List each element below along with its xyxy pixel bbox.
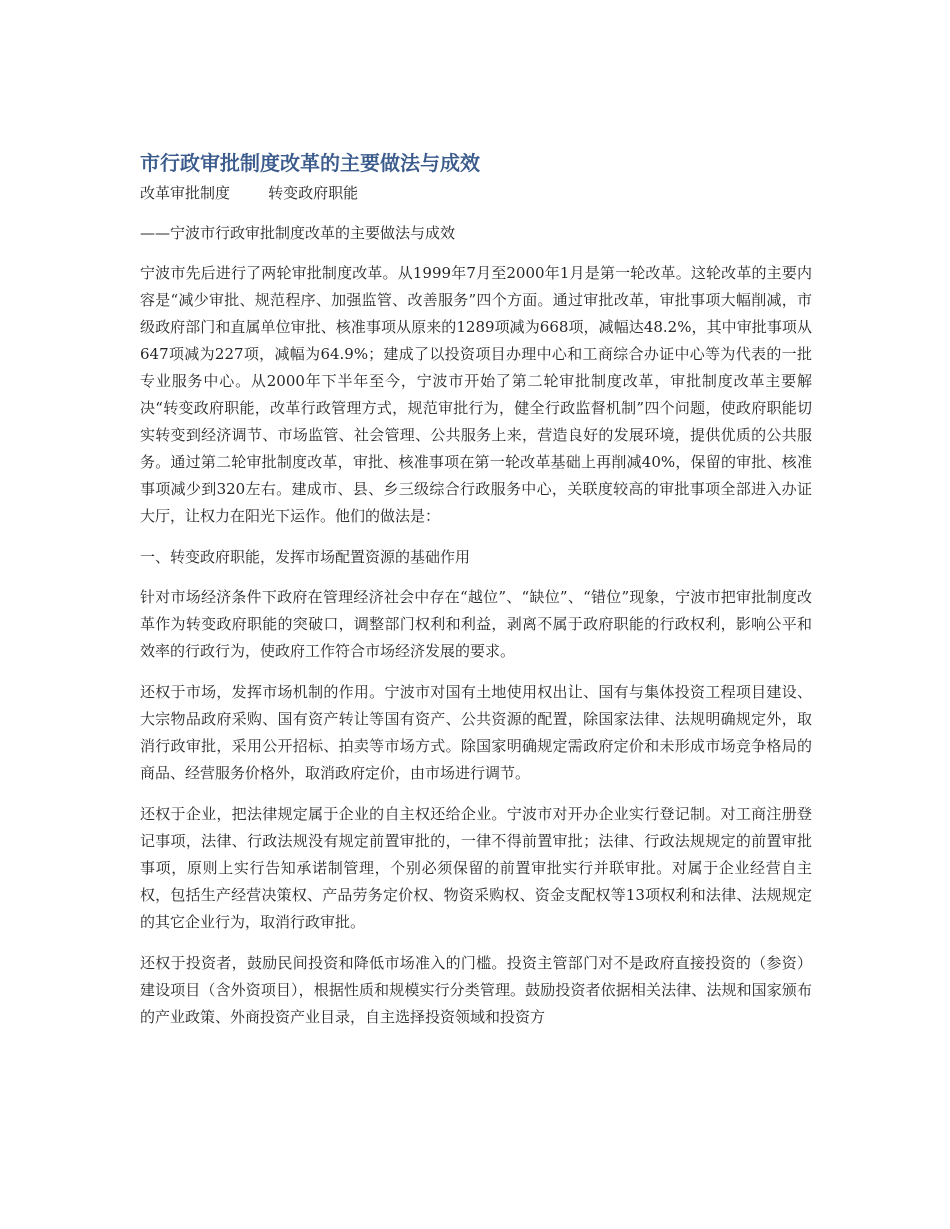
document-title: 市行政审批制度改革的主要做法与成效	[140, 151, 480, 175]
paragraph-investor: 还权于投资者，鼓励民间投资和降低市场准入的门槛。投资主管部门对不是政府直接投资的（参资）建设项目（含外资项目），根据性质和规模实行分类管理。鼓励投资者依据相关法律、法规和国家颁布的产业政策、外商投资产业目录，自主选择投资领域和投资方	[140, 954, 812, 1026]
paragraph-enterprise: 还权于企业，把法律规定属于企业的自主权还给企业。宁波市对开办企业实行登记制。对工商注册登记事项，法律、行政法规没有规定前置审批的，一律不得前置审批；法律、行政法规规定的前置审批事项，原则上实行告知承诺制管理，个别必须保留的前置审批实行并联审批。对属于企业经营自主权，包括生产经营决策权、产品劳务定价权、物资采购权、资金支配权等13项权利和法律、法规规定的其它企业行为，取消行政审批。	[140, 805, 812, 931]
paragraph-intro: 宁波市先后进行了两轮审批制度改革。从1999年7月至2000年1月是第一轮改革。这轮改革的主要内容是“减少审批、规范程序、加强监管、改善服务”四个方面。通过审批改革，审批事项大幅削减，市级政府部门和直属单位审批、核准事项从原来的1289项减为668项，减幅达48.2%，其中审批事项从647项减为227项，减幅为64.9%；建成了以投资项目办理中心和工商综合办证中心等为代表的一批专业服务中心。从2000年下半年至今，宁波市开始了第二轮审批制度改革，审批制度改革主要解决“转变政府职能，改革行政管理方式，规范审批行为，健全行政监督机制”四个问题，使政府职能切实转变到经济调节、市场监管、社会管理、公共服务上来，营造良好的发展环境，提供优质的公共服务。通过第二轮审批制度改革，审批、核准事项在第一轮改革基础上再削减40%，保留的审批、核准事项减少到320左右。建成市、县、乡三级综合行政服务中心，关联度较高的审批事项全部进入办证大厅，让权力在阳光下运作。他们的做法是：	[140, 264, 812, 525]
paragraph-market: 还权于市场，发挥市场机制的作用。宁波市对国有土地使用权出让、国有与集体投资工程项目建设、大宗物品政府采购、国有资产转让等国有资产、公共资源的配置，除国家法律、法规明确规定外，取消行政审批，采用公开招标、拍卖等市场方式。除国家明确规定需政府定价和未形成市场竞争格局的商品、经营服务价格外，取消政府定价，由市场进行调节。	[140, 683, 812, 782]
section-heading-1: 一、转变政府职能，发挥市场配置资源的基础作用	[140, 548, 471, 566]
paragraph-section1-intro: 针对市场经济条件下政府在管理经济社会中存在“越位”、“缺位”、“错位”现象，宁波市把审批制度改革作为转变政府职能的突破口，调整部门权利和利益，剥离不属于政府职能的行政权利，影响公平和效率的行政行为，使政府工作符合市场经济发展的要求。	[140, 588, 812, 660]
document-lead-line: ——宁波市行政审批制度改革的主要做法与成效	[140, 224, 456, 242]
document-subtitle: 改革审批制度 转变政府职能	[140, 184, 359, 202]
document-page	[140, 148, 812, 1031]
